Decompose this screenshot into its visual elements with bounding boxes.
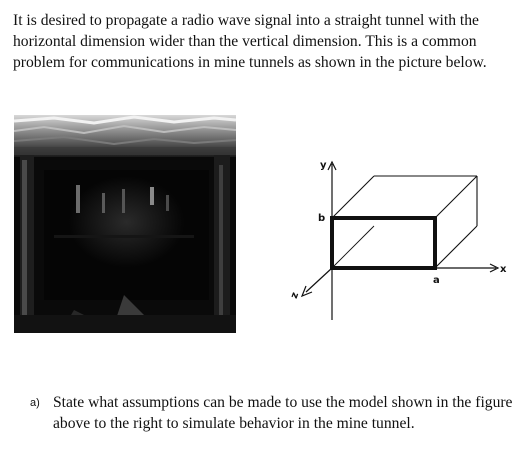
question-marker: a) (30, 397, 40, 409)
question-line: State what assumptions can be made to use the model shown in the figure (53, 394, 513, 411)
box-bottom-right-edge (435, 226, 477, 268)
problem-statement (13, 10, 518, 73)
box-inner-diagonal-edge (332, 226, 374, 268)
dimension-a-label: a (433, 275, 440, 286)
question-text (53, 392, 523, 434)
waveguide-diagram (278, 150, 518, 310)
y-axis-label: y (320, 160, 327, 171)
waveguide-cross-section (332, 218, 435, 268)
dimension-b-label: b (318, 213, 326, 224)
problem-statement-line: It is desired to propagate a radio wave signal into a straight tunnel with the (13, 12, 479, 29)
box-top-left-edge (332, 176, 374, 218)
x-axis-label: x (500, 264, 507, 275)
box-top-right-edge (435, 176, 477, 218)
problem-statement-line: problem for communications in mine tunnels as shown in the picture below. (13, 54, 487, 71)
problem-statement-line: horizontal dimension wider than the vertical dimension. This is a common (13, 33, 477, 50)
mine-tunnel-photo (14, 115, 236, 333)
question-line: above to the right to simulate behavior in the mine tunnel. (53, 415, 415, 432)
z-axis-line (306, 268, 332, 292)
z-axis-label: z (288, 290, 302, 301)
